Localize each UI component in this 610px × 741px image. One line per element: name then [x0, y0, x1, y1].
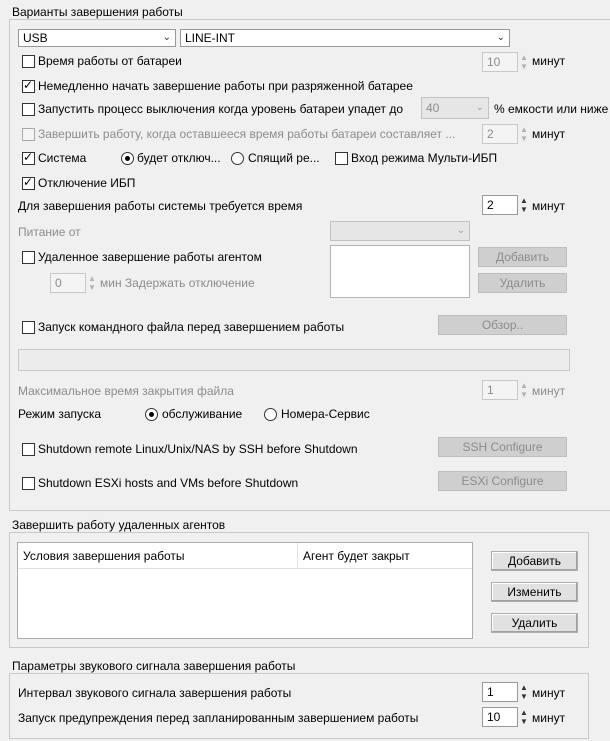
low-battery-label: Немедленно начать завершение работы при разряженной батарее [38, 79, 413, 93]
launch-mode-label: Режим запуска [18, 407, 102, 421]
remote-agents-title: Завершить работу удаленных агентов [12, 518, 226, 532]
launch-mode-service-radio[interactable] [264, 408, 277, 421]
remote-agent-label: Удаленное завершение работы агентом [38, 250, 262, 264]
protocol-select-value: LINE-INT [185, 31, 236, 45]
command-file-checkbox[interactable] [22, 321, 35, 334]
remote-agent-checkbox[interactable] [22, 251, 35, 264]
remaining-runtime-value: 2 [487, 127, 494, 141]
esxi-checkbox[interactable] [22, 477, 35, 490]
power-from-label: Питание от [18, 225, 81, 239]
beep-warning-value: 10 [487, 710, 501, 724]
battery-level-value: 40 [426, 101, 440, 115]
chevron-down-icon: ⌄ [475, 102, 484, 113]
battery-runtime-label: Время работы от батареи [38, 54, 182, 68]
mode-sleep-radio[interactable] [231, 152, 244, 165]
max-close-time-unit: минут [532, 384, 566, 398]
launch-mode-maintenance-radio[interactable] [145, 408, 158, 421]
mode-sleep-label: Спящий ре... [248, 151, 320, 165]
mode-shutdown-radio[interactable] [121, 152, 134, 165]
ups-off-checkbox[interactable] [22, 177, 35, 190]
beep-interval-value: 1 [487, 685, 494, 699]
max-close-time-spinner[interactable] [482, 380, 528, 400]
launch-mode-maintenance-label: обслуживание [162, 407, 243, 421]
browse-button[interactable]: Обзор.. [438, 315, 567, 335]
ssh-checkbox[interactable] [22, 443, 35, 456]
port-select[interactable] [18, 29, 176, 47]
beep-interval-spinner[interactable] [482, 682, 528, 702]
remaining-runtime-unit: минут [532, 127, 566, 141]
remote-agents-table[interactable] [17, 542, 473, 639]
column-header-conditions[interactable]: Условия завершения работы [18, 543, 298, 569]
remaining-runtime-checkbox[interactable] [22, 128, 35, 141]
checkmark-icon: ✓ [23, 175, 34, 189]
add-agent-button[interactable]: Добавить [478, 247, 567, 267]
shutdown-options-title: Варианты завершения работы [12, 5, 183, 19]
system-checkbox[interactable] [22, 152, 35, 165]
battery-level-suffix: % емкости или ниже [494, 102, 609, 116]
multi-ups-label: Вход режима Мульти-ИБП [351, 151, 498, 165]
spin-arrows-icon[interactable]: ▲ ▼ [88, 274, 96, 292]
ssh-label: Shutdown remote Linux/Unix/NAS by SSH before Shutdown [38, 442, 358, 456]
spin-arrows-icon[interactable]: ▲ ▼ [520, 53, 528, 71]
esxi-configure-button[interactable]: ESXi Configure [438, 471, 567, 491]
system-time-value: 2 [487, 198, 494, 212]
system-time-spinner[interactable] [482, 195, 528, 215]
max-close-time-label: Максимальное время закрытия файла [18, 384, 234, 398]
system-label: Система [38, 151, 87, 165]
beep-interval-label: Интервал звукового сигнала завершения работы [18, 686, 292, 700]
port-select-value: USB [23, 31, 48, 45]
battery-level-select[interactable] [421, 97, 489, 119]
beep-warning-label: Запуск предупреждения перед запланированным завершением работы [18, 711, 419, 725]
chevron-down-icon: ⌄ [162, 32, 171, 43]
max-close-time-value: 1 [487, 383, 494, 397]
spin-arrows-icon[interactable]: ▲ ▼ [520, 196, 528, 214]
delay-spinner[interactable] [50, 273, 98, 293]
battery-runtime-unit: минут [532, 54, 566, 68]
power-from-select[interactable] [330, 221, 470, 241]
spin-arrows-icon[interactable]: ▲ ▼ [520, 381, 528, 399]
add-remote-agent-button[interactable]: Добавить [491, 551, 578, 571]
battery-level-label: Запустить процесс выключения когда уровень батареи упадет до [38, 102, 403, 116]
chevron-down-icon: ⌄ [496, 32, 505, 43]
battery-runtime-value: 10 [487, 55, 501, 69]
spin-arrows-icon[interactable]: ▲ ▼ [520, 683, 528, 701]
remaining-runtime-label: Завершить работу, когда оставшееся время работы батареи составляет ... [38, 127, 456, 141]
launch-mode-service-label: Номера-Сервис [281, 407, 370, 421]
ups-off-label: Отключение ИБП [38, 176, 136, 190]
delete-remote-agent-button[interactable]: Удалить [491, 613, 578, 633]
remote-agent-list[interactable] [330, 245, 470, 298]
esxi-label: Shutdown ESXi hosts and VMs before Shutdown [38, 476, 299, 490]
column-header-agent[interactable]: Агент будет закрыт [298, 543, 472, 569]
spin-arrows-icon[interactable]: ▲ ▼ [520, 125, 528, 143]
chevron-down-icon: ⌄ [456, 225, 465, 236]
delete-agent-button[interactable]: Удалить [478, 273, 567, 293]
checkmark-icon: ✓ [23, 150, 34, 164]
spin-arrows-icon[interactable]: ▲ ▼ [520, 708, 528, 726]
beep-interval-unit: минут [532, 686, 566, 700]
delay-label: мин Задержать отключение [100, 276, 255, 290]
battery-runtime-spinner[interactable] [482, 52, 528, 72]
system-time-unit: минут [532, 199, 566, 213]
beep-warning-unit: минут [532, 711, 566, 725]
system-time-label: Для завершения работы системы требуется время [18, 199, 303, 213]
remaining-runtime-spinner[interactable] [482, 124, 528, 144]
edit-remote-agent-button[interactable]: Изменить [491, 582, 578, 602]
battery-level-checkbox[interactable] [22, 103, 35, 116]
beep-title: Параметры звукового сигнала завершения работы [12, 659, 296, 673]
checkmark-icon: ✓ [23, 78, 34, 92]
beep-warning-spinner[interactable] [482, 707, 528, 727]
ssh-configure-button[interactable]: SSH Configure [438, 437, 567, 457]
battery-runtime-checkbox[interactable] [22, 55, 35, 68]
command-file-label: Запуск командного файла перед завершением работы [38, 320, 345, 334]
protocol-select[interactable] [180, 29, 510, 47]
command-path-input[interactable] [18, 349, 570, 371]
delay-value: 0 [55, 276, 62, 290]
low-battery-checkbox[interactable] [22, 80, 35, 93]
multi-ups-checkbox[interactable] [335, 152, 348, 165]
mode-shutdown-label: будет отключ... [137, 151, 221, 165]
